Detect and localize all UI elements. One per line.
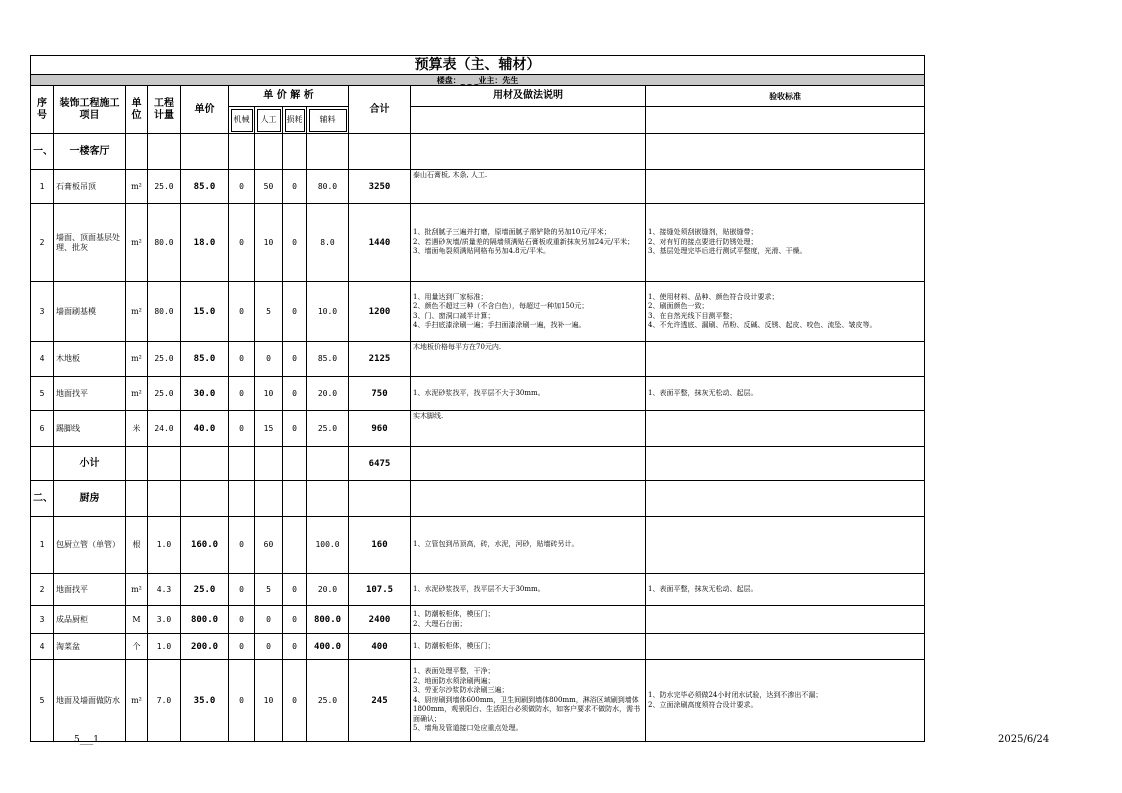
row-price: 85.0 [181,170,229,204]
row-unit: m² [126,282,148,342]
empty-cell [283,447,307,481]
row-machine: 0 [229,574,255,606]
table-row [31,170,925,204]
row-loss: 0 [283,204,307,282]
header-accept: 验收标准 [646,86,925,107]
row-number: 5 [31,377,54,411]
empty-cell [411,447,646,481]
empty-cell [411,481,646,517]
row-machine: 0 [229,660,255,742]
row-total: 960 [349,411,411,447]
row-desc: 1、防潮板柜体，模压门； 2、大理石台面； [411,606,646,634]
row-labor: 60 [255,517,283,574]
section-header [31,481,925,517]
row-loss: 0 [283,282,307,342]
row-accept [646,411,925,447]
row-aux: 20.0 [307,377,349,411]
empty-cell [148,481,181,517]
row-desc: 1、防潮板柜体，模压门； [411,634,646,660]
row-accept: 1、接缝处须刮嵌缝剂，贴嵌缝带； 2、对有钉的接点要进行防锈处理； 3、基层处理完毕后进行测试平整度，光滑、干燥。 [646,204,925,282]
row-number: 2 [31,574,54,606]
row-qty: 24.0 [148,411,181,447]
row-loss: 0 [283,574,307,606]
header-item: 装饰工程施工项目 [54,86,126,134]
row-unit: m² [126,377,148,411]
row-aux: 25.0 [307,411,349,447]
row-price: 800.0 [181,606,229,634]
row-desc: 1、水泥砂浆找平，找平层不大于30mm。 [411,377,646,411]
header-desc-blank [411,107,646,134]
row-accept: 1、使用材料、品种、颜色符合设计要求； 2、刷面颜色一致； 3、在自然光线下目测平整； 4、不允许透底、漏刷、吊粉、反碱、反锈、起皮、咬色、流坠、皱皮等。 [646,282,925,342]
row-unit: m² [126,574,148,606]
row-unit: m² [126,204,148,282]
row-accept [646,634,925,660]
row-labor: 10 [255,660,283,742]
row-qty: 4.3 [148,574,181,606]
row-number: 6 [31,411,54,447]
row-loss [283,517,307,574]
row-desc: 泰山石膏板, 木条, 人工. [411,170,646,204]
header-machine: 机械 [229,107,255,134]
row-machine: 0 [229,606,255,634]
row-total: 3250 [349,170,411,204]
header-total: 合计 [349,86,411,134]
row-qty: 25.0 [148,377,181,411]
empty-cell [411,134,646,170]
row-machine: 0 [229,282,255,342]
empty-cell [646,481,925,517]
row-number: 5 [31,660,54,742]
header-qty: 工程计量 [148,86,181,134]
row-unit: M [126,606,148,634]
row-total: 750 [349,377,411,411]
row-item: 墙面刷基模 [54,282,126,342]
header-desc: 用材及做法说明 [411,86,646,107]
row-unit: m² [126,170,148,204]
empty-cell [349,134,411,170]
section-header [31,134,925,170]
table-row [31,634,925,660]
row-loss: 0 [283,660,307,742]
row-desc: 1、用量达到厂家标准； 2、颜色不超过三种（不含白色），每超过一种加150元； 3、门、窗洞口减半计算； 4、手扫底漆涂刷一遍；手扫面漆涂刷一遍，找补一遍。 [411,282,646,342]
row-aux: 85.0 [307,342,349,377]
empty-cell [307,447,349,481]
row-price: 18.0 [181,204,229,282]
row-total: 2125 [349,342,411,377]
row-labor: 5 [255,282,283,342]
row-aux: 400.0 [307,634,349,660]
section-label: 一、 [31,134,54,170]
row-total: 1200 [349,282,411,342]
empty-cell [126,447,148,481]
row-price: 25.0 [181,574,229,606]
row-unit: m² [126,342,148,377]
empty-cell [126,134,148,170]
header-price: 单价 [181,86,229,134]
row-machine: 0 [229,170,255,204]
empty-cell [229,447,255,481]
sheet-title: 预算表（主、辅材） [31,56,925,75]
header-loss: 损耗 [283,107,307,134]
row-item: 地面找平 [54,377,126,411]
row-labor: 0 [255,342,283,377]
table-row [31,204,925,282]
row-number: 1 [31,517,54,574]
empty-cell [646,134,925,170]
section-name: 一楼客厅 [54,134,126,170]
subtotal-value: 6475 [349,447,411,481]
table-row [31,660,925,742]
row-total: 245 [349,660,411,742]
row-item: 成品厨柜 [54,606,126,634]
row-price: 15.0 [181,282,229,342]
row-item: 木地板 [54,342,126,377]
row-price: 35.0 [181,660,229,742]
row-unit: 根 [126,517,148,574]
row-item: 地面及墙面做防水 [54,660,126,742]
row-accept [646,170,925,204]
row-aux: 10.0 [307,282,349,342]
empty-cell [181,134,229,170]
empty-cell [646,447,925,481]
row-item: 踢脚线 [54,411,126,447]
empty-cell [283,134,307,170]
row-item: 墙面、顶面基层处理、批灰 [54,204,126,282]
row-number: 3 [31,606,54,634]
empty-cell [148,447,181,481]
empty-cell [307,481,349,517]
row-aux: 800.0 [307,606,349,634]
row-loss: 0 [283,170,307,204]
row-unit: 米 [126,411,148,447]
row-price: 85.0 [181,342,229,377]
section-name: 厨房 [54,481,126,517]
header-unit: 单位 [126,86,148,134]
empty-cell [255,447,283,481]
row-number: 4 [31,634,54,660]
row-qty: 7.0 [148,660,181,742]
empty-cell [283,481,307,517]
row-machine: 0 [229,377,255,411]
table-row [31,411,925,447]
footer-date: 2025/6/24 [998,734,1050,745]
row-number: 1 [31,170,54,204]
empty-cell [181,481,229,517]
row-qty: 25.0 [148,170,181,204]
row-accept [646,517,925,574]
row-loss: 0 [283,606,307,634]
row-machine: 0 [229,517,255,574]
row-labor: 0 [255,634,283,660]
header-seq: 序 号 [31,86,54,134]
row-item: 包厨立管（单管） [54,517,126,574]
row-machine: 0 [229,342,255,377]
row-item: 淘菜盆 [54,634,126,660]
row-price: 30.0 [181,377,229,411]
row-machine: 0 [229,204,255,282]
row-total: 1440 [349,204,411,282]
row-qty: 25.0 [148,342,181,377]
row-desc: 实木脚线. [411,411,646,447]
row-price: 200.0 [181,634,229,660]
row-qty: 1.0 [148,517,181,574]
row-item: 石膏板吊顶 [54,170,126,204]
row-number: 2 [31,204,54,282]
empty-cell [307,134,349,170]
sheet-subtitle: 楼盘：_ _ _业主：先生 [31,75,925,86]
row-aux: 25.0 [307,660,349,742]
row-aux: 80.0 [307,170,349,204]
row-labor: 15 [255,411,283,447]
row-machine: 0 [229,634,255,660]
row-labor: 10 [255,204,283,282]
row-aux: 20.0 [307,574,349,606]
row-labor: 0 [255,606,283,634]
row-accept: 1、防水完毕必须做24小时闭水试验，达到不渗出不漏； 2、立面涂刷高度须符合设计要求。 [646,660,925,742]
row-loss: 0 [283,377,307,411]
subtotal-row [31,447,925,481]
row-accept [646,606,925,634]
row-desc: 1、批刮腻子三遍并打磨，原墙面腻子需铲除的另加10元/平米； 2、若遇砂灰墙/质量差的隔墙须满贴石膏板或重新抹灰另加24元/平米； 3、墙面龟裂须满贴网格布另加4.8元/平米。 [411,204,646,282]
empty-cell [229,134,255,170]
empty-cell [349,481,411,517]
row-aux: 8.0 [307,204,349,282]
empty-cell [31,447,54,481]
row-loss: 0 [283,411,307,447]
empty-cell [181,447,229,481]
empty-cell [255,134,283,170]
row-total: 160 [349,517,411,574]
row-desc: 1、水泥砂浆找平，找平层不大于30mm。 [411,574,646,606]
row-total: 400 [349,634,411,660]
row-loss: 0 [283,634,307,660]
row-aux: 100.0 [307,517,349,574]
row-labor: 10 [255,377,283,411]
table-row [31,606,925,634]
row-qty: 80.0 [148,204,181,282]
section-label: 二、 [31,481,54,517]
row-price: 160.0 [181,517,229,574]
empty-cell [229,481,255,517]
row-total: 2400 [349,606,411,634]
row-qty: 1.0 [148,634,181,660]
row-labor: 5 [255,574,283,606]
row-desc: 1、表面处理平整，干净； 2、地面防水须涂刷两遍； 3、劳亚尔沙浆防水涂刷三遍； 4、厨房刷到墙体600mm，卫生间刷到墙体800mm，淋浴区域刷到墙体1800mm，观景阳台、生活阳台必须做防水，如客户要求不做防水，需书面确认； 5、墙角及管道接口处应重点处理。 [411,660,646,742]
row-labor: 50 [255,170,283,204]
empty-cell [148,134,181,170]
header-accept-blank [646,107,925,134]
table-row [31,377,925,411]
row-number: 3 [31,282,54,342]
row-unit: 个 [126,634,148,660]
row-accept [646,342,925,377]
empty-cell [255,481,283,517]
row-accept: 1、表面平整，抹灰无松动、起层。 [646,377,925,411]
row-price: 40.0 [181,411,229,447]
row-machine: 0 [229,411,255,447]
header-labor: 人工 [255,107,283,134]
row-qty: 3.0 [148,606,181,634]
row-unit: m² [126,660,148,742]
table-row [31,574,925,606]
row-number: 4 [31,342,54,377]
row-loss: 0 [283,342,307,377]
row-item: 地面找平 [54,574,126,606]
row-qty: 80.0 [148,282,181,342]
footer-page: 5___1 [74,735,99,745]
header-aux: 辅料 [307,107,349,134]
row-desc: 木地板价格每平方在70元内. [411,342,646,377]
row-desc: 1、立管包到吊顶高，砖，水泥，河砂，贴墙砖另计。 [411,517,646,574]
table-row [31,282,925,342]
budget-table [30,55,925,742]
table-row [31,517,925,574]
header-breakdown: 单 价 解 析 [229,86,349,107]
row-total: 107.5 [349,574,411,606]
table-row [31,342,925,377]
row-accept: 1、表面平整，抹灰无松动、起层。 [646,574,925,606]
subtotal-label: 小计 [54,447,126,481]
empty-cell [126,481,148,517]
